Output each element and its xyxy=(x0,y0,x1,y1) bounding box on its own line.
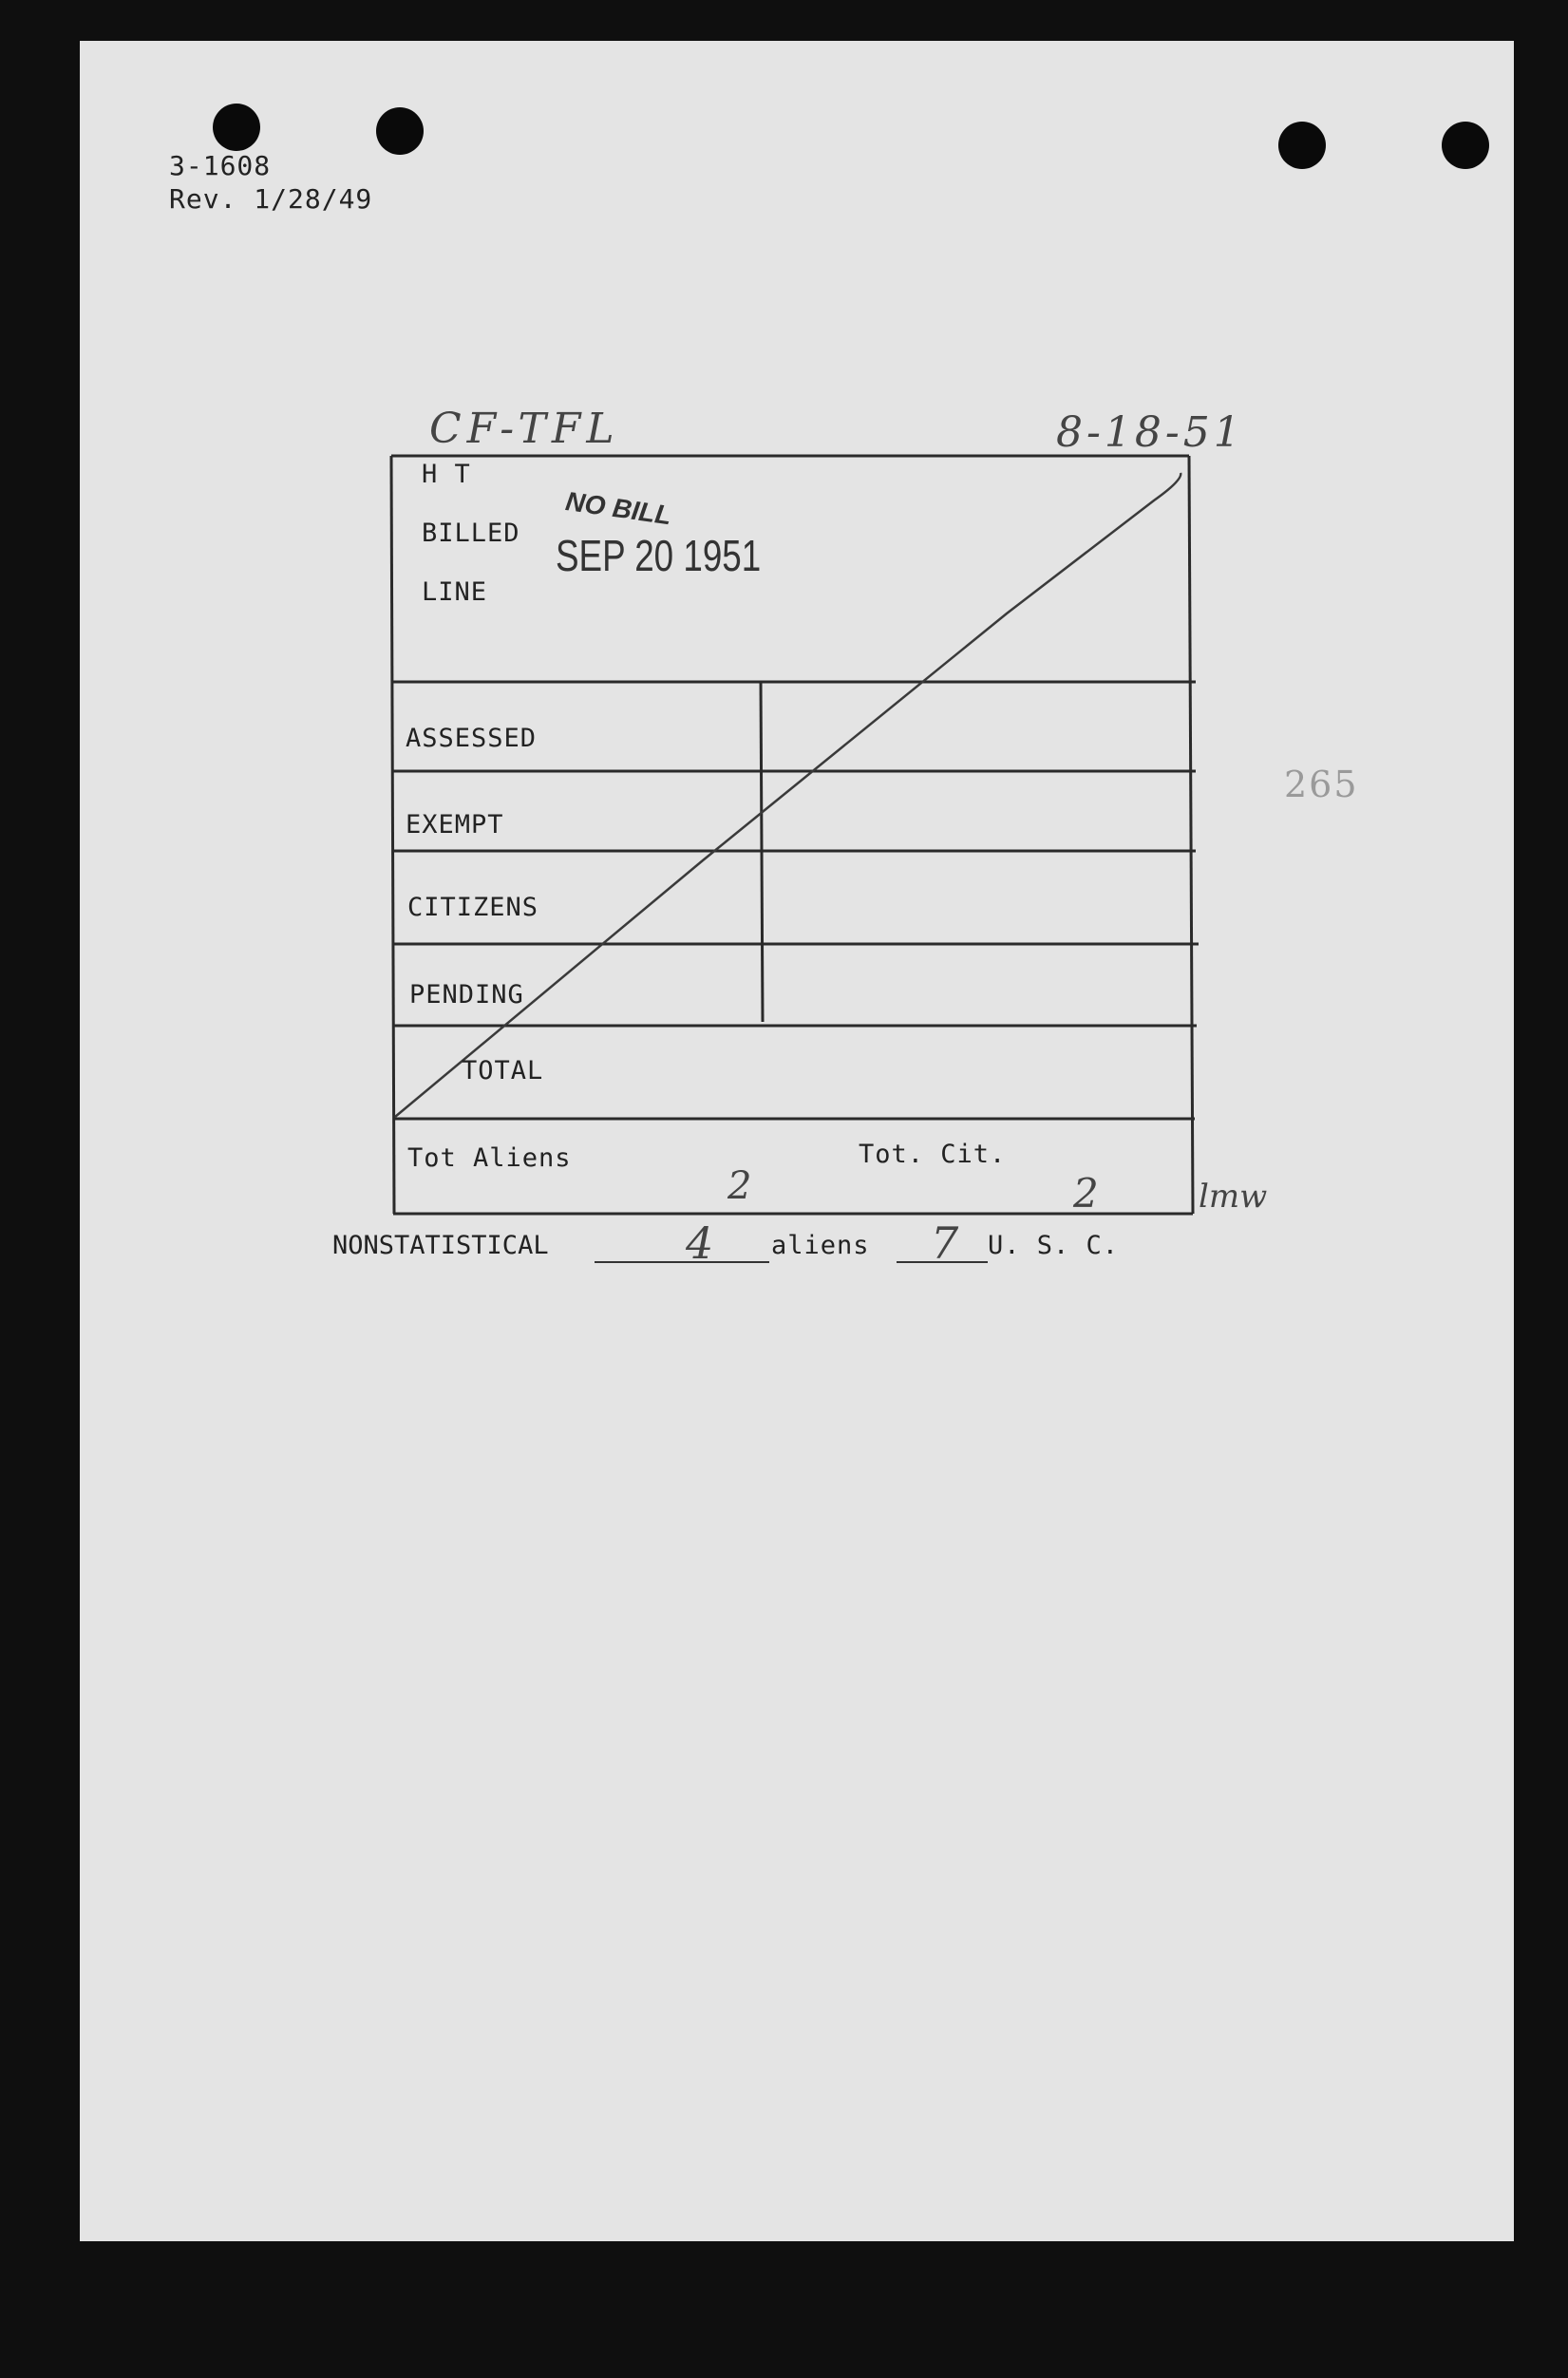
row-label-total: TOTAL xyxy=(462,1056,544,1085)
handwritten-date: 8-18-51 xyxy=(1056,408,1244,457)
tot-cit-value: 2 xyxy=(1073,1170,1099,1217)
table-right-border xyxy=(1189,456,1193,1214)
row-label-assessed: ASSESSED xyxy=(406,724,538,753)
row-label-exempt: EXEMPT xyxy=(406,810,504,840)
nonstat-usc-value: 7 xyxy=(931,1217,959,1269)
row-label-pending: PENDING xyxy=(409,980,524,1010)
no-bill-stamp: NO BILL xyxy=(563,486,673,531)
nonstat-aliens-fill-line xyxy=(595,1261,769,1263)
page-number-stamp: 265 xyxy=(1284,764,1359,805)
nonstat-aliens-label: aliens xyxy=(771,1231,870,1260)
table-header-label: LINE xyxy=(422,577,488,607)
tot-cit-label: Tot. Cit. xyxy=(859,1140,1007,1169)
table-left-border xyxy=(391,456,394,1214)
handwritten-note: CF-TFL xyxy=(429,405,620,453)
form-revision: Rev. 1/28/49 xyxy=(169,183,373,215)
table-column-divider xyxy=(761,682,763,1022)
row-label-citizens: CITIZENS xyxy=(407,893,539,922)
handwritten-initials: lmw xyxy=(1199,1178,1268,1216)
tot-aliens-value: 2 xyxy=(727,1164,752,1208)
form-number: 3-1608 xyxy=(169,150,272,181)
diagonal-strike-line xyxy=(395,473,1181,1117)
date-stamp: SEP 20 1951 xyxy=(556,531,762,580)
nonstatistical-label: NONSTATISTICAL xyxy=(332,1231,549,1260)
tot-aliens-label: Tot Aliens xyxy=(407,1143,572,1173)
nonstat-usc-label: U. S. C. xyxy=(988,1231,1120,1260)
table-header-label: BILLED xyxy=(422,519,520,548)
table-header-label: H T xyxy=(422,460,471,489)
nonstat-aliens-value: 4 xyxy=(686,1217,714,1269)
